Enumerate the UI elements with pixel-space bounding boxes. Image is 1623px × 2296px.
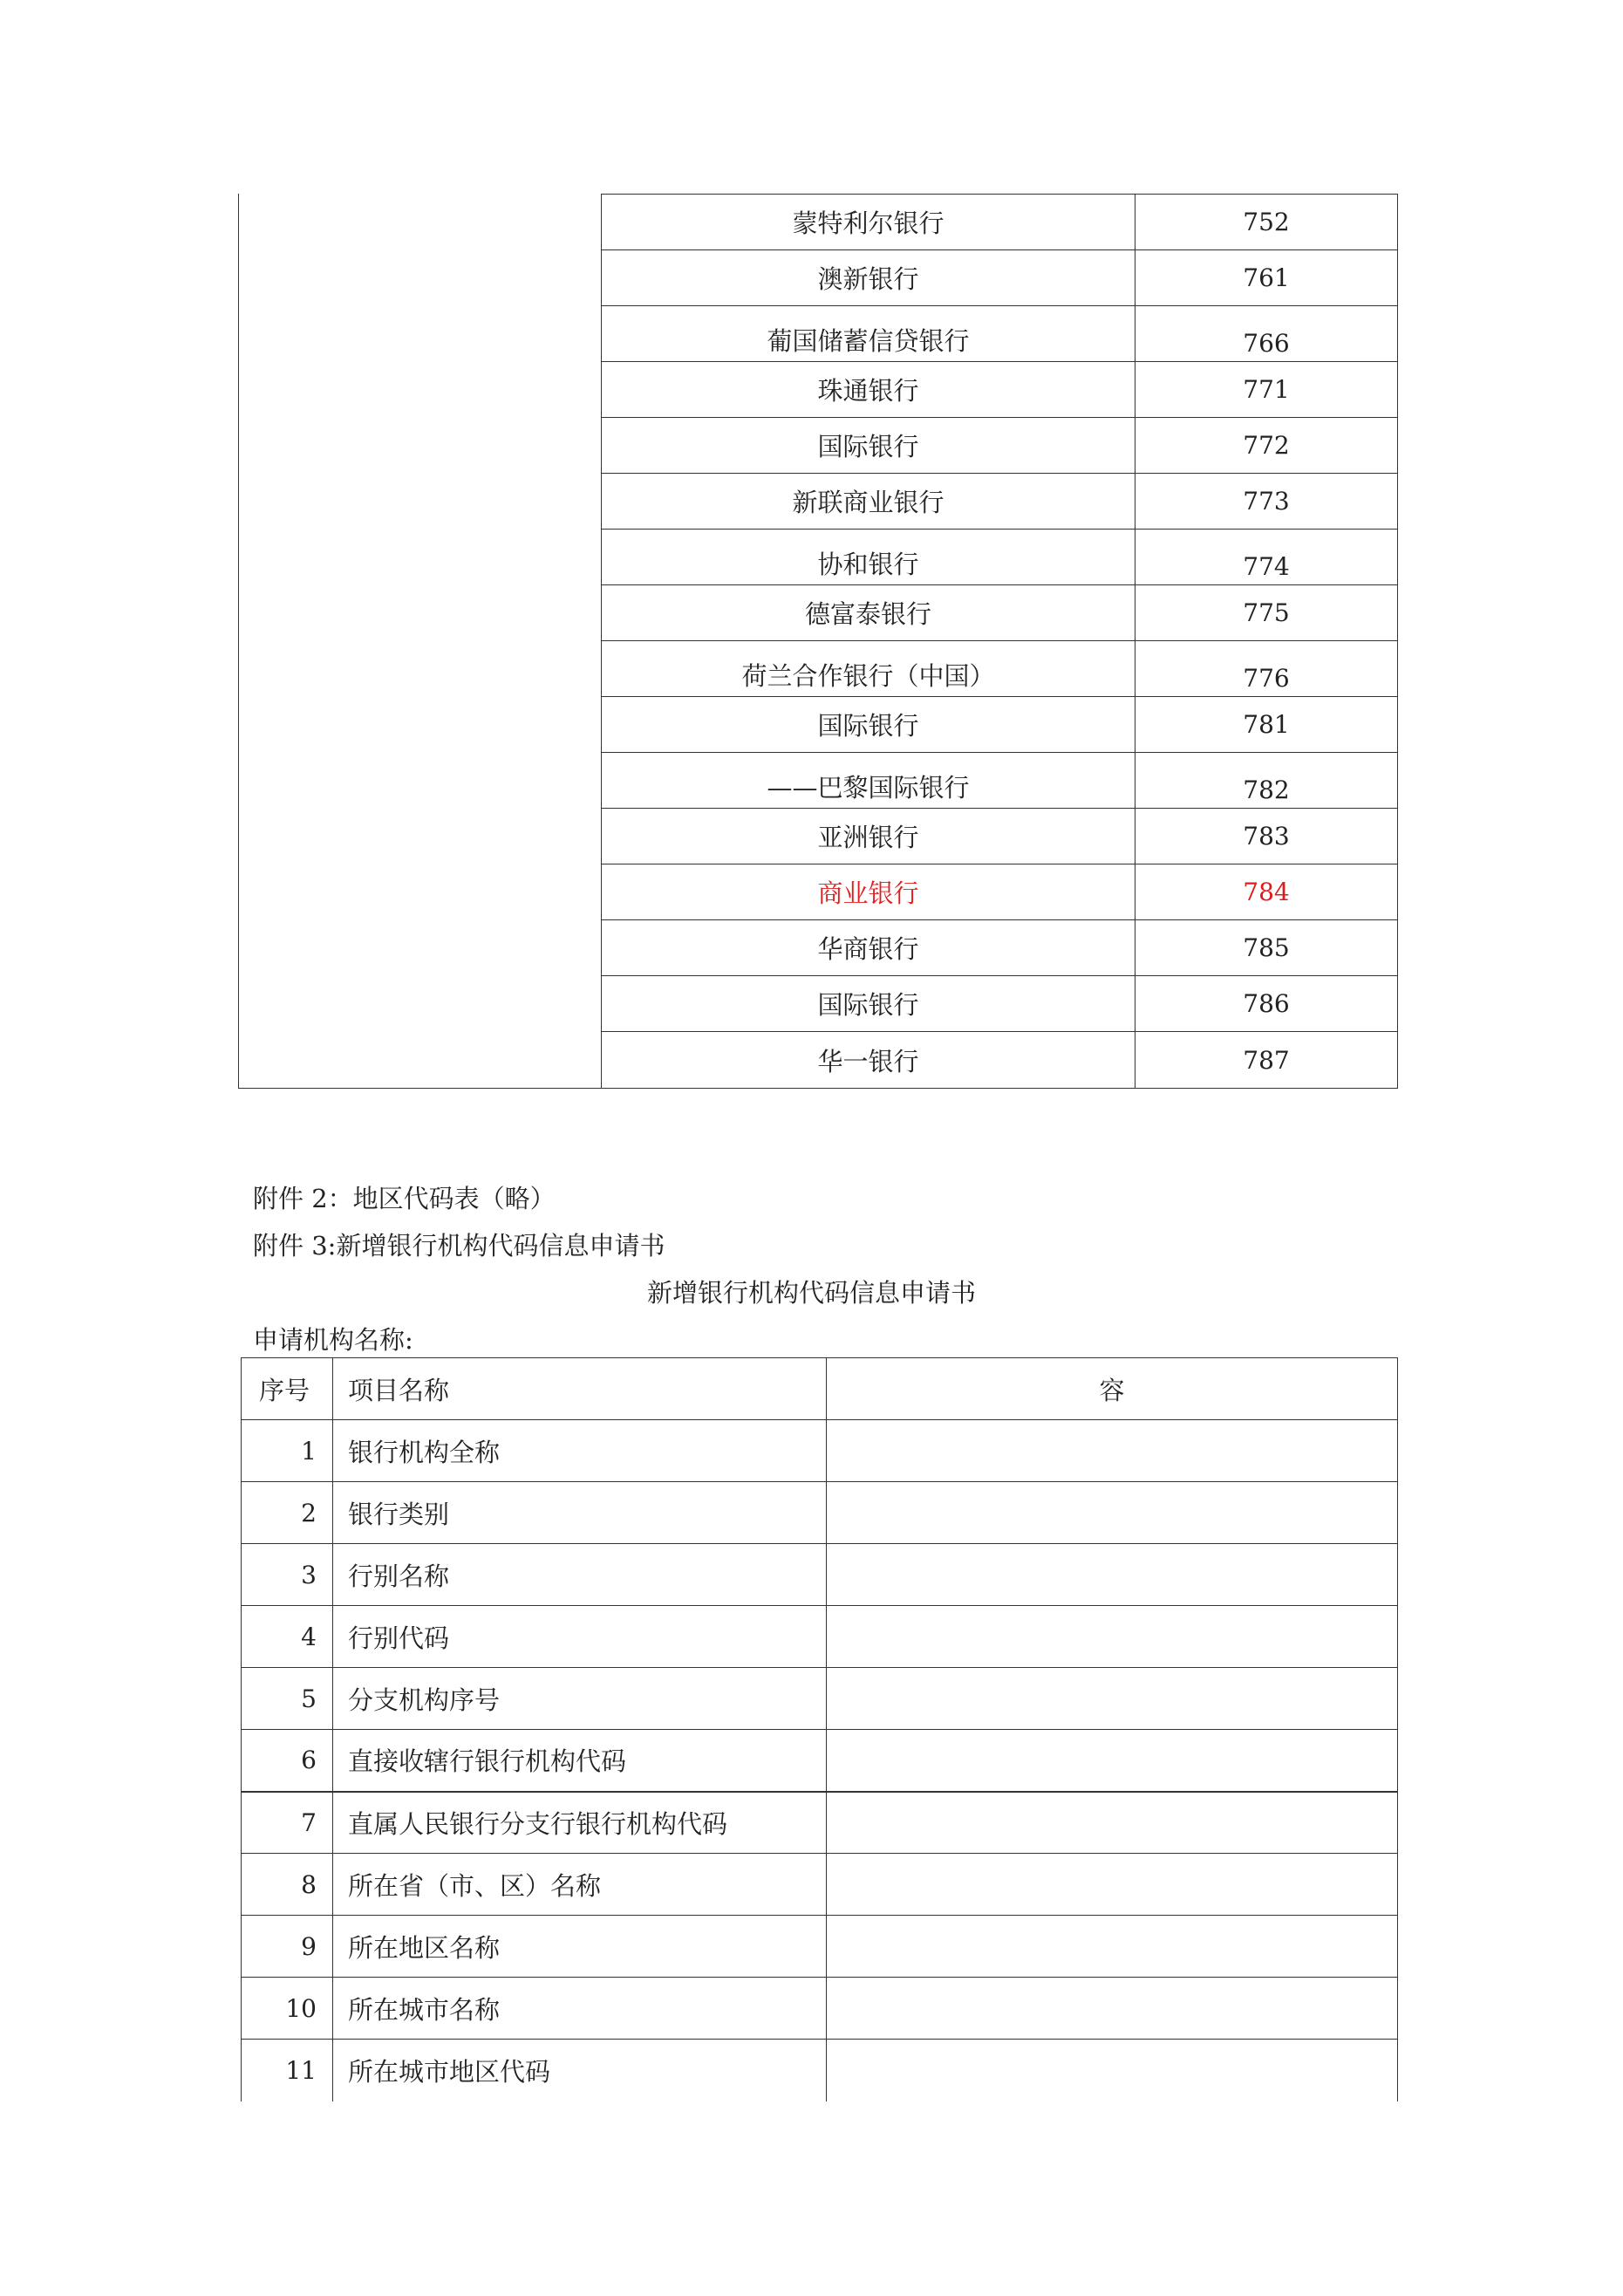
bank-name: 国际银行 <box>602 418 1135 473</box>
row-number: 10 <box>242 1978 333 2040</box>
table-row <box>602 195 1397 250</box>
table-left-border <box>238 194 239 1089</box>
bank-name: ——巴黎国际银行 <box>602 753 1135 808</box>
row-item-name: 直接收辖行银行机构代码 <box>333 1730 827 1792</box>
bank-code: 752 <box>1243 208 1290 236</box>
table-row <box>602 474 1397 530</box>
table-row <box>242 1668 1398 1730</box>
row-item-name: 行别名称 <box>333 1544 827 1606</box>
bank-name: 蒙特利尔银行 <box>602 195 1135 249</box>
table-row <box>602 306 1397 362</box>
bank-code: 781 <box>1243 710 1290 739</box>
table-row <box>602 530 1397 585</box>
row-number: 2 <box>242 1482 333 1544</box>
row-item-name: 所在城市地区代码 <box>333 2040 827 2101</box>
attachment-2-line: 附件 2：地区代码表（略） <box>253 1184 556 1213</box>
row-item-name: 所在城市名称 <box>333 1978 827 2040</box>
header-serial-no: 序号 <box>242 1358 333 1420</box>
bank-name: 国际银行 <box>602 976 1135 1031</box>
row-number: 3 <box>242 1544 333 1606</box>
row-content-cell[interactable] <box>827 1730 1398 1792</box>
bank-name: 国际银行 <box>602 697 1135 752</box>
table-row <box>242 1792 1398 1854</box>
table-row <box>602 585 1397 641</box>
row-content-cell[interactable] <box>827 1482 1398 1544</box>
bank-name: 华一银行 <box>602 1032 1135 1088</box>
bank-code: 773 <box>1243 487 1290 516</box>
row-content-cell[interactable] <box>827 1668 1398 1730</box>
table-row <box>602 250 1397 306</box>
header-content: 容 <box>827 1358 1398 1420</box>
bank-name: 商业银行 <box>602 864 1135 919</box>
table-row <box>602 697 1397 753</box>
bank-code: 775 <box>1243 598 1290 627</box>
table-row <box>242 1854 1398 1916</box>
table-row <box>602 920 1397 976</box>
table-row <box>242 1606 1398 1668</box>
attachment-3-line: 附件 3:新增银行机构代码信息申请书 <box>253 1231 665 1261</box>
bank-code: 766 <box>1243 329 1290 358</box>
bank-code: 772 <box>1243 431 1290 460</box>
bank-code-table <box>238 194 1398 1089</box>
row-content-cell[interactable] <box>827 1854 1398 1916</box>
table-row <box>242 1482 1398 1544</box>
bank-code: 782 <box>1243 776 1290 804</box>
header-item-name: 项目名称 <box>333 1358 827 1420</box>
table-row <box>602 362 1397 418</box>
bank-code: 785 <box>1243 933 1290 962</box>
bank-name: 新联商业银行 <box>602 474 1135 529</box>
row-number: 7 <box>242 1792 333 1854</box>
table-row-highlighted <box>602 864 1397 920</box>
table-row <box>242 1544 1398 1606</box>
row-item-name: 所在地区名称 <box>333 1916 827 1978</box>
row-item-name: 所在省（市、区）名称 <box>333 1854 827 1916</box>
row-number: 9 <box>242 1916 333 1978</box>
table-row <box>602 418 1397 474</box>
row-content-cell[interactable] <box>827 2040 1398 2101</box>
row-number: 11 <box>242 2040 333 2101</box>
form-title: 新增银行机构代码信息申请书 <box>646 1278 976 1308</box>
bank-code: 771 <box>1243 375 1290 404</box>
table-row <box>602 809 1397 864</box>
row-content-cell[interactable] <box>827 1606 1398 1668</box>
bank-name: 葡国储蓄信贷银行 <box>602 306 1135 361</box>
table-row <box>242 1978 1398 2040</box>
application-form-table <box>241 1357 1398 2101</box>
bank-code: 787 <box>1243 1045 1290 1075</box>
row-content-cell[interactable] <box>827 1792 1398 1854</box>
row-item-name: 银行机构全称 <box>333 1420 827 1482</box>
table-row <box>242 1916 1398 1978</box>
row-number: 5 <box>242 1668 333 1730</box>
row-number: 6 <box>242 1730 333 1792</box>
table-row <box>242 2040 1398 2101</box>
table-bottom-border <box>238 1088 1398 1090</box>
bank-code: 784 <box>1243 878 1290 906</box>
bank-code: 774 <box>1243 552 1290 581</box>
row-content-cell[interactable] <box>827 1978 1398 2040</box>
bank-name: 澳新银行 <box>602 250 1135 305</box>
bank-code: 783 <box>1243 822 1290 851</box>
table-row <box>602 976 1397 1032</box>
applicant-name-label: 申请机构名称: <box>253 1325 413 1355</box>
row-item-name: 分支机构序号 <box>333 1668 827 1730</box>
row-number: 1 <box>242 1420 333 1482</box>
bank-name: 荷兰合作银行（中国） <box>602 641 1135 696</box>
table-header-row <box>242 1358 1398 1420</box>
bank-name: 珠通银行 <box>602 362 1135 417</box>
row-item-name: 行别代码 <box>333 1606 827 1668</box>
row-number: 4 <box>242 1606 333 1668</box>
table-row <box>602 753 1397 809</box>
row-item-name: 银行类别 <box>333 1482 827 1544</box>
table-row <box>602 1032 1397 1088</box>
bank-name: 华商银行 <box>602 920 1135 975</box>
bank-code-grid <box>601 194 1398 1089</box>
row-content-cell[interactable] <box>827 1916 1398 1978</box>
row-number: 8 <box>242 1854 333 1916</box>
table-row <box>602 641 1397 697</box>
bank-name: 亚洲银行 <box>602 809 1135 864</box>
bank-code: 776 <box>1243 664 1290 693</box>
bank-name: 德富泰银行 <box>602 585 1135 640</box>
row-item-name: 直属人民银行分支行银行机构代码 <box>333 1792 827 1854</box>
table-row <box>242 1420 1398 1482</box>
bank-code: 761 <box>1243 263 1290 292</box>
bank-name: 协和银行 <box>602 530 1135 584</box>
table-row <box>242 1730 1398 1792</box>
row-content-cell[interactable] <box>827 1544 1398 1606</box>
bank-code: 786 <box>1243 989 1290 1018</box>
row-content-cell[interactable] <box>827 1420 1398 1482</box>
